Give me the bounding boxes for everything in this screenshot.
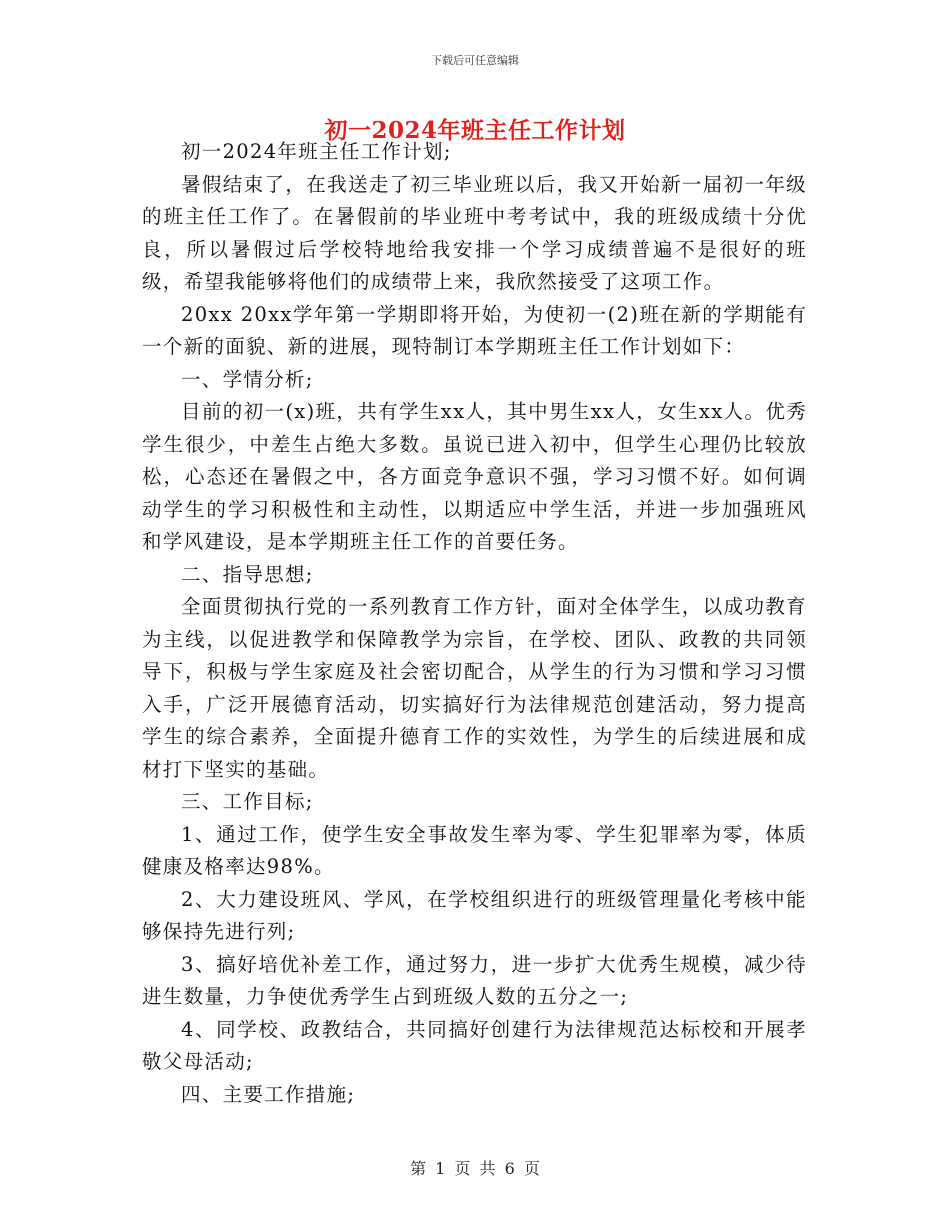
list-item: 4、同学校、政教结合，共同搞好创建行为法律规范达标校和开展孝敬父母活动;: [142, 1017, 807, 1073]
paragraph: 暑假结束了，在我送走了初三毕业班以后，我又开始新一届初一年级的班主任工作了。在暑假前的毕业班中考考试中，我的班级成绩十分优良，所以暑假过后学校特地给我安排一个学习成绩普遍不是很好的班级，希望我能够将他们的成绩带上来，我欣然接受了这项工作。: [142, 172, 807, 293]
paragraph: 目前的初一(x)班，共有学生xx人，其中男生xx人，女生xx人。优秀学生很少，中差生占绝大多数。虽说已进入初中，但学生心理仍比较放松，心态还在暑假之中，各方面竞争意识不强，学习习惯不好。如何调动学生的学习积极性和主动性，以期适应中学生活，并进一步加强班风和学风建设，是本学期班主任工作的首要任务。: [142, 400, 807, 553]
paragraph: 20xx 20xx学年第一学期即将开始，为使初一(2)班在新的学期能有一个新的面貌、新的进展，现特制订本学期班主任工作计划如下：: [142, 302, 807, 358]
list-item: 2、大力建设班风、学风，在学校组织进行的班级管理量化考核中能够保持先进行列;: [142, 887, 807, 943]
page-header-note: 下载后可任意编辑: [431, 54, 519, 67]
document-body: [142, 136, 807, 1111]
paragraph: 全面贯彻执行党的一系列教育工作方针，面对全体学生，以成功教育为主线，以促进教学和保障教学为宗旨，在学校、团队、政教的共同领导下，积极与学生家庭及社会密切配合，从学生的行为习惯和学习习惯入手，广泛开展德育活动，切实搞好行为法律规范创建活动，努力提高学生的综合素养，全面提升德育工作的实效性，为学生的后续进展和成材打下坚实的基础。: [142, 595, 807, 781]
section-heading: 一、学情分析;: [181, 367, 314, 391]
section-heading: 二、指导思想;: [181, 562, 314, 586]
list-item: 1、通过工作，使学生安全事故发生率为零、学生犯罪率为零，体质健康及格率达98%。: [142, 822, 807, 878]
section-heading: 四、主要工作措施;: [181, 1082, 356, 1106]
document-title: 初一2024年班主任工作计划: [324, 117, 626, 144]
section-heading: 三、工作目标;: [181, 790, 314, 813]
page-number: 第 1 页 共 6 页: [410, 1159, 540, 1178]
paragraph: 初一2024年班主任工作计划;: [181, 140, 452, 163]
list-item: 3、搞好培优补差工作，通过努力，进一步扩大优秀生规模，减少待进生数量，力争使优秀学生占到班级人数的五分之一;: [142, 952, 807, 1008]
